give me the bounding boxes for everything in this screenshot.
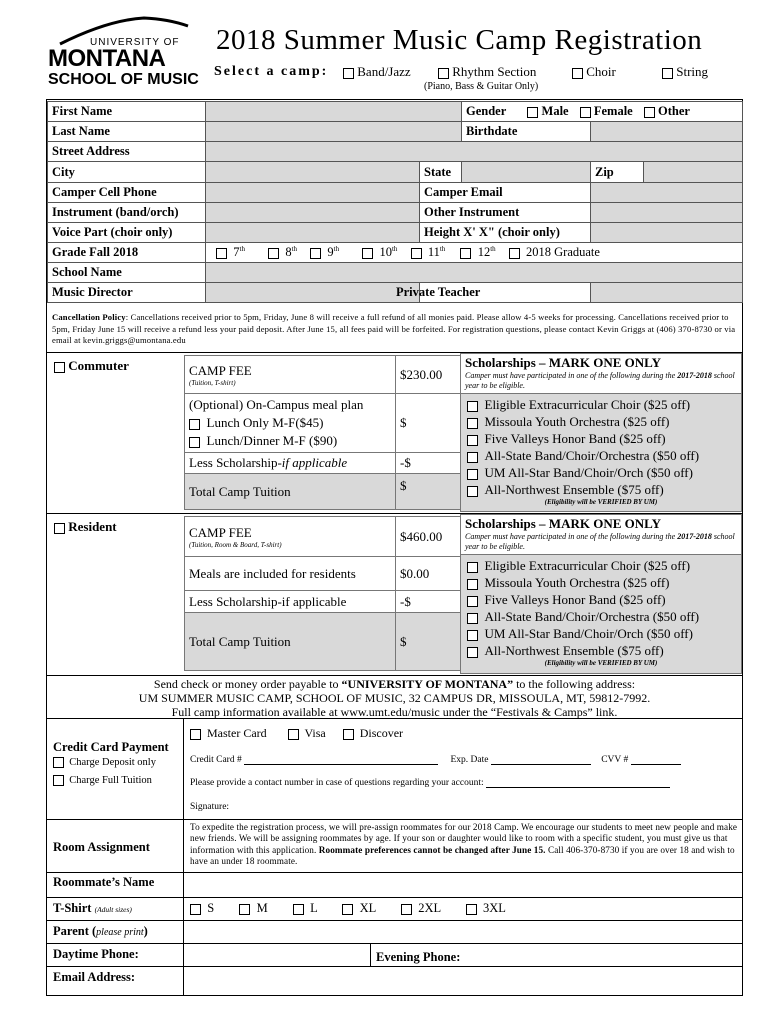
height-field[interactable] — [591, 223, 743, 243]
verify-note: (Eligibility will be VERIFIED BY UM) — [544, 498, 658, 506]
grade-options: 7th 8th 9th 10th 11th 12th 2018 Graduate — [206, 243, 743, 263]
payment-instructions: Send check or money order payable to “UNIVERSITY OF MONTANA” to the following address: UM SUMMER MUSIC CAMP, SCHOOL OF MUSIC, 32 CAMPUS DR, MISSOULA, MT, 59812-7992. Full camp information available at www.umt.edu/music under the “Festivals & Camps” link. — [138, 677, 651, 719]
logo-line3: SCHOOL OF MUSIC — [48, 71, 199, 88]
commuter-option[interactable]: Commuter — [54, 358, 129, 374]
checkbox-icon[interactable] — [189, 419, 200, 430]
commuter-total-label: Total Camp Tuition — [185, 474, 396, 510]
other-instrument-field[interactable] — [591, 203, 743, 223]
scholarship-item[interactable]: All-State Band/Choir/Orchestra ($50 off) — [467, 447, 735, 464]
select-camp-label: Select a camp: — [214, 64, 329, 79]
tshirt-sizes — [190, 901, 506, 916]
resident-meals-amount: $0.00 — [396, 557, 461, 591]
state-label: State — [420, 162, 462, 183]
grade-7-checkbox[interactable] — [216, 248, 227, 259]
resident-total-label: Total Camp Tuition — [185, 613, 396, 671]
cvv-label: CVV # — [601, 755, 629, 765]
birthdate-label: Birthdate — [462, 122, 591, 142]
meal-plan-label: (Optional) On-Campus meal plan — [189, 397, 364, 412]
checkbox-icon[interactable] — [662, 68, 673, 79]
school-field[interactable] — [206, 263, 743, 283]
checkbox-icon[interactable] — [189, 437, 200, 448]
commuter-fee-amount: $230.00 — [396, 356, 461, 394]
rhythm-note: (Piano, Bass & Guitar Only) — [424, 81, 539, 92]
tshirt-label: T-Shirt — [53, 901, 92, 915]
scholarship-item[interactable]: Eligible Extracurricular Choir ($25 off) — [467, 396, 735, 413]
grade-8-checkbox[interactable] — [268, 248, 279, 259]
size-s-option[interactable]: S — [190, 901, 214, 915]
zip-field[interactable] — [644, 162, 742, 182]
grade-9-checkbox[interactable] — [310, 248, 321, 259]
email-address-label: Email Address: — [53, 970, 136, 984]
birthdate-field[interactable] — [591, 122, 743, 142]
checkbox-icon[interactable] — [343, 68, 354, 79]
scholarship-item[interactable]: Missoula Youth Orchestra ($25 off) — [467, 413, 735, 430]
daytime-phone-label: Daytime Phone: — [53, 947, 139, 961]
scholarships-title: Scholarships – MARK ONE ONLY — [465, 355, 661, 370]
commuter-fee-table: CAMP FEE (Tuition, T-shirt) $230.00 (Optional) On-Campus meal plan Lunch Only M-F($45) Lunch/Dinner M-F ($90) $ Less Scholarship-if applicable -$ Total Camp Tuition $ — [184, 355, 461, 510]
roommate-label: Roommate’s Name — [53, 875, 155, 889]
exp-date-field[interactable] — [491, 754, 591, 765]
instrument-label: Instrument (band/orch) — [48, 203, 206, 223]
card-type-options — [190, 726, 403, 741]
grade-10-checkbox[interactable] — [362, 248, 373, 259]
state-field[interactable] — [462, 162, 591, 183]
street-field[interactable] — [206, 142, 743, 162]
gender-other-checkbox[interactable] — [644, 107, 655, 118]
voice-field[interactable] — [206, 223, 420, 243]
email-address-field[interactable] — [184, 967, 741, 994]
parent-field[interactable] — [184, 921, 741, 942]
resident-fee-table: CAMP FEE (Tuition, Room & Board, T-shirt) $460.00 Meals are included for residents $0.00 Less Scholarship-if applicable -$ Total Camp Tuition $ — [184, 516, 461, 671]
contact-field[interactable] — [486, 777, 670, 788]
discover-option[interactable]: Discover — [343, 726, 403, 740]
scholarship-item[interactable]: UM All-Star Band/Choir/Orch ($50 off) — [467, 464, 735, 481]
scholarship-item[interactable]: Eligible Extracurricular Choir ($25 off) — [467, 557, 735, 574]
scholarship-item[interactable]: Five Valleys Honor Band ($25 off) — [467, 430, 735, 447]
grade-label: Grade Fall 2018 — [48, 243, 206, 263]
private-teacher-label: Private Teacher — [396, 285, 481, 299]
gender-female-checkbox[interactable] — [580, 107, 591, 118]
graduate-checkbox[interactable] — [509, 248, 520, 259]
commuter-fee-label: CAMP FEE — [189, 362, 252, 378]
checkbox-icon[interactable] — [54, 362, 65, 373]
cvv-field[interactable] — [631, 754, 681, 765]
gender-male-checkbox[interactable] — [527, 107, 538, 118]
resident-fee-amount: $460.00 — [396, 517, 461, 557]
camper-email-label: Camper Email — [420, 183, 591, 203]
scholarship-item[interactable]: All-Northwest Ensemble ($75 off) — [467, 481, 735, 498]
evening-phone-label: Evening Phone: — [376, 950, 461, 964]
grade-11-checkbox[interactable] — [411, 248, 422, 259]
resident-option[interactable]: Resident — [54, 519, 117, 535]
logo-line1: UNIVERSITY OF — [90, 37, 180, 48]
scholarship-item[interactable]: UM All-Star Band/Choir/Orch ($50 off) — [467, 625, 735, 642]
meal-amount[interactable]: $ — [396, 394, 461, 453]
lunch-option[interactable]: Lunch Only M-F($45) — [189, 414, 391, 432]
charge-full-option[interactable]: Charge Full Tuition — [53, 775, 152, 786]
scholarship-item[interactable]: All-Northwest Ensemble ($75 off) — [467, 642, 735, 659]
card-number-label: Credit Card # — [190, 755, 242, 765]
roommate-field[interactable] — [184, 873, 741, 896]
first-name-field[interactable] — [206, 102, 462, 122]
height-label: Height X' X" (choir only) — [420, 223, 591, 243]
last-name-field[interactable] — [206, 122, 462, 142]
gender-label: Gender — [466, 104, 507, 118]
cell-field[interactable] — [206, 183, 420, 203]
other-instrument-label: Other Instrument — [420, 203, 591, 223]
private-teacher-field[interactable] — [591, 283, 743, 303]
city-field[interactable] — [206, 162, 420, 183]
commuter-total-amount[interactable]: $ — [396, 474, 461, 510]
resident-less-amount[interactable]: -$ — [396, 591, 461, 613]
instrument-field[interactable] — [206, 203, 420, 223]
director-field[interactable] — [206, 283, 420, 303]
voice-label: Voice Part (choir only) — [48, 223, 206, 243]
verify-note: (Eligibility will be VERIFIED BY UM) — [544, 659, 658, 667]
resident-total-amount[interactable]: $ — [396, 613, 461, 671]
evening-phone-field[interactable] — [470, 944, 740, 965]
exp-date-label: Exp. Date — [450, 755, 489, 765]
scholarship-item[interactable]: Missoula Youth Orchestra ($25 off) — [467, 574, 735, 591]
checkbox-icon[interactable] — [572, 68, 583, 79]
grade-12-checkbox[interactable] — [460, 248, 471, 259]
last-name-label: Last Name — [48, 122, 206, 142]
scholarships-title: Scholarships – MARK ONE ONLY — [465, 516, 661, 531]
signature-label: Signature: — [190, 802, 230, 812]
dinner-option[interactable]: Lunch/Dinner M-F ($90) — [189, 432, 391, 450]
checkbox-icon[interactable] — [438, 68, 449, 79]
credit-card-title: Credit Card Payment — [53, 740, 169, 754]
size-2xl-option[interactable]: 2XL — [401, 901, 441, 915]
scholarship-item[interactable]: All-State Band/Choir/Orchestra ($50 off) — [467, 608, 735, 625]
size-3xl-option[interactable]: 3XL — [466, 901, 506, 915]
scholarship-item[interactable]: Five Valleys Honor Band ($25 off) — [467, 591, 735, 608]
checkbox-icon[interactable] — [54, 523, 65, 534]
resident-less-label: Less Scholarship-if applicable — [185, 591, 396, 613]
card-number-field[interactable] — [244, 754, 438, 765]
cell-label: Camper Cell Phone — [48, 183, 206, 203]
daytime-phone-field[interactable] — [184, 944, 369, 965]
camp-option-choir[interactable]: Choir — [572, 64, 616, 80]
logo-line2: MONTANA — [48, 45, 166, 72]
school-label: School Name — [48, 263, 206, 283]
contact-label: Please provide a contact number in case of questions regarding your account: — [190, 778, 484, 788]
personal-info-table: First Name Gender Male Female Other Last Name Birthdate Street Address City State Zip Camper Cell Phone Camper Email Instrument (band/orch) Other Instrument Voice Part (choir only) Height X' X" (choir only) Grade Fall 2018 7th 8th 9th 10th 11th 12th 2018 Graduate School Name Music Director Private Teacher — [47, 101, 743, 303]
resident-fee-label: CAMP FEE — [189, 524, 252, 540]
camp-option-string[interactable]: String — [662, 64, 708, 80]
camp-option-rhythm[interactable]: Rhythm Section — [438, 64, 536, 80]
parent-label: Parent ( — [53, 924, 97, 938]
zip-label: Zip — [591, 162, 644, 182]
visa-option[interactable]: Visa — [288, 726, 326, 740]
camper-email-field[interactable] — [591, 183, 743, 203]
size-xl-option[interactable]: XL — [342, 901, 375, 915]
resident-meals-label: Meals are included for residents — [185, 557, 396, 591]
room-assignment-text: To expedite the registration process, we will pre-assign roommates for our 2018 Camp. We encourage our students to meet new people and make new friends. We will be assigning roommates by age. If your son or daughter would like to room with a specific student, you must give us that information with this application. Roommate preferences cannot be changed after June 15. Call 406-370-8730 if you are over 18 and wish to have an under 18 roommate. — [190, 822, 738, 867]
commuter-scholarships: Scholarships – MARK ONE ONLY Camper must have participated in one of the following during the 2017-2018 school year to be eligible. Eligible Extracurricular Choir ($25 off) Missoula Youth Orchestra ($25 off) Five Valleys Honor Band ($25 off) All-State Band/Choir/Orchestra ($50 off) UM All-Star Band/Choir/Orch ($50 off) All-Northwest Ensemble ($75 off) (Eligibility will be VERIFIED BY UM) — [460, 353, 742, 512]
camp-option-band[interactable]: Band/Jazz — [343, 64, 411, 80]
signature-field[interactable] — [240, 798, 735, 814]
room-assignment-label: Room Assignment — [53, 840, 150, 854]
page-title: 2018 Summer Music Camp Registration — [216, 24, 703, 56]
street-label: Street Address — [48, 142, 206, 162]
city-label: City — [48, 162, 206, 183]
master-card-option[interactable]: Master Card — [190, 726, 267, 740]
charge-deposit-option[interactable]: Charge Deposit only — [53, 757, 156, 768]
resident-scholarships: Scholarships – MARK ONE ONLY Camper must have participated in one of the following during the 2017-2018 school year to be eligible. Eligible Extracurricular Choir ($25 off) Missoula Youth Orchestra ($25 off) Five Valleys Honor Band ($25 off) All-State Band/Choir/Orchestra ($50 off) UM All-Star Band/Choir/Orch ($50 off) All-Northwest Ensemble ($75 off) (Eligibility will be VERIFIED BY UM) — [460, 514, 742, 674]
logo — [48, 14, 208, 94]
size-l-option[interactable]: L — [293, 901, 317, 915]
size-m-option[interactable]: M — [239, 901, 267, 915]
cancellation-policy: Cancellation Policy: Cancellations received prior to 5pm, Friday, June 8 will receive a full refund of all monies paid. Please allow 4-5 weeks for processing. Cancellations received prior to 5pm, Friday June 15 will receive a refund less your paid deposit. After June 15, all fees paid will be forfeited. For registration questions, please contact Kevin Griggs at (406) 370-8730 or via email at kevin.griggs@umontana.edu — [52, 312, 736, 345]
director-label: Music Director — [48, 283, 206, 303]
first-name-label: First Name — [48, 102, 206, 122]
commuter-less-amount[interactable]: -$ — [396, 453, 461, 474]
